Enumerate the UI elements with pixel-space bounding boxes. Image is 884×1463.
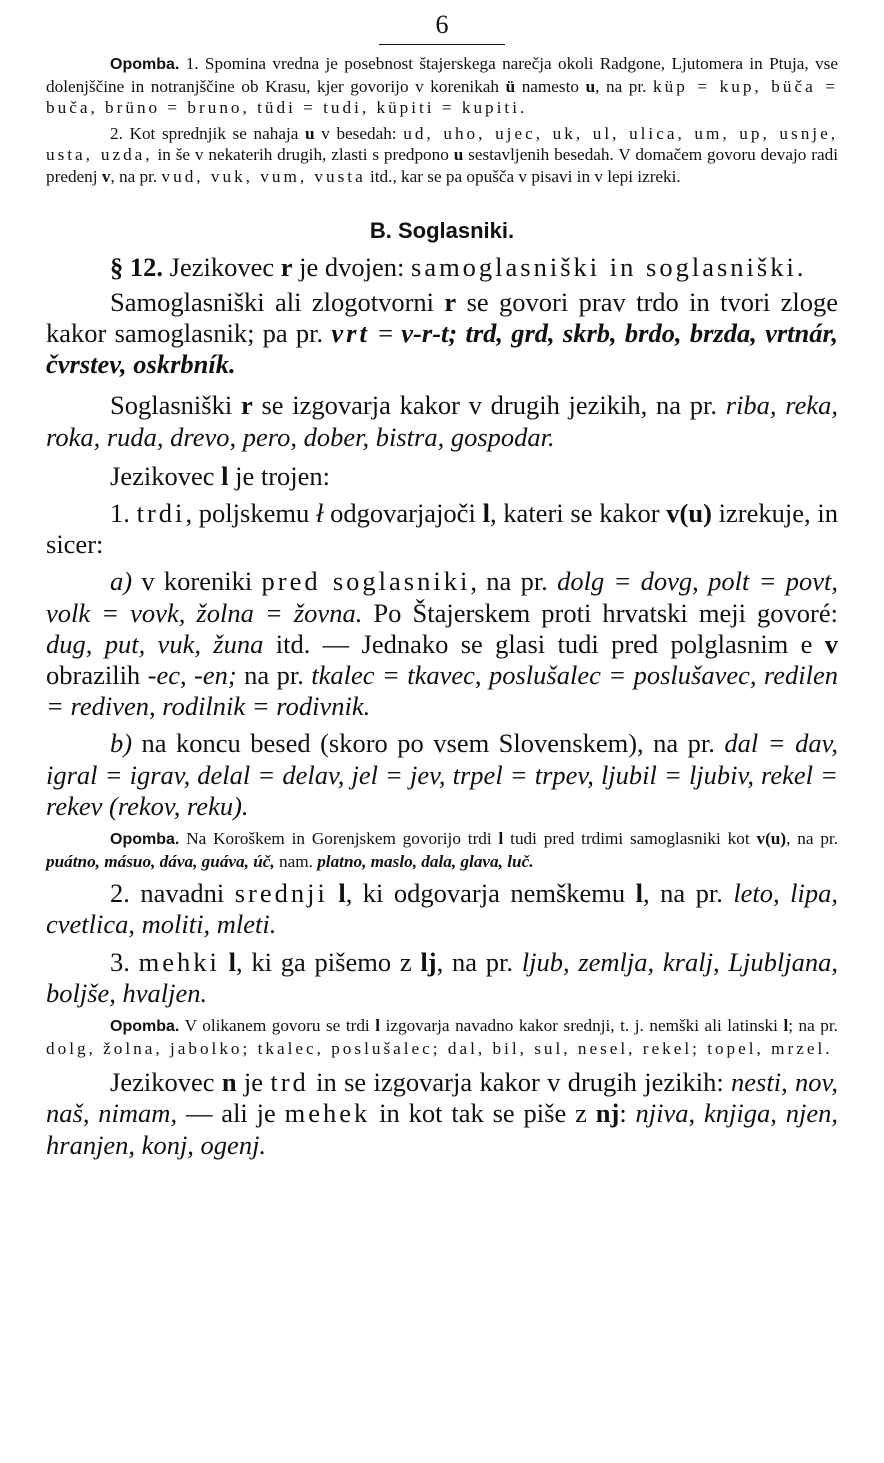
item-b: b) na koncu besed (skoro po vsem Slovenskem), na pr. dal = dav, igral = igrav, delal = delav, jel = jev, trpel = trpev, ljubil = ljubiv, rekel = rekev (rekov, reku). bbox=[46, 728, 838, 821]
item-2: 2. navadni srednji l, ki odgovarja nemškemu l, na pr. leto, lipa, cvetlica, moliti, mleti. bbox=[46, 878, 839, 940]
header-rule bbox=[379, 44, 505, 45]
note-3: Opomba. Na Koroškem in Gorenjskem govorijo trdi l tudi pred trdimi samoglasniki kot v(u), na pr. puátno, másuo, dáva, guáva, úč, nam. platno, maslo, dala, glava, luč. bbox=[46, 829, 838, 871]
paragraph-samoglasniski: Samoglasniški ali zlogotvorni r se govori prav trdo in tvori zloge kakor samoglasnik; pa pr. vrt = v-r-t; trd, grd, skrb, brdo, brzda, vrtnár, čvrstev, oskrbník. bbox=[46, 286, 838, 380]
section-heading: B. Soglasniki. bbox=[369, 217, 515, 243]
paragraph-soglasniski: Soglasniški r se izgovarja kakor v drugih jezikih, na pr. riba, reka, roka, ruda, drevo, pero, dober, bistra, gospodar. bbox=[46, 390, 839, 452]
paragraph-l: Jezikovec l je trojen: bbox=[110, 460, 331, 491]
example-words: küp = kup, büča = buča, brüno = bruno, tüdi = tudi, küpiti = kupiti. bbox=[46, 76, 838, 118]
page bbox=[46, 10, 838, 1161]
section-12: § 12. Jezikovec r je dvojen: samoglasniški in soglasniški. bbox=[110, 251, 807, 282]
page-number: 6 bbox=[435, 10, 449, 39]
item-1: 1. trdi, poljskemu ł odgovarjajoči l, kateri se kakor v(u) izrekuje, in sicer: bbox=[46, 497, 839, 560]
item-3: 3. mehki l, ki ga pišemo z lj, na pr. ljub, zemlja, kralj, Ljubljana, boljše, hvaljen. bbox=[46, 946, 839, 1008]
note-1: Opomba. 1. Spomina vredna je posebnost štajerskega narečja okoli Radgone, Ljutomera in Ptuja, vse dolenjščine in notranjščine ob Krasu, kjer govorijo v korenikah ü namesto u, na pr. küp = kup, büča = buča, brüno = bruno, tüdi = tudi, küpiti = kupiti. bbox=[46, 54, 838, 118]
example-words: vud, vuk, vum, vusta bbox=[161, 166, 366, 186]
note-label: Opomba. bbox=[110, 1018, 180, 1036]
section-number: § 12. bbox=[110, 251, 163, 282]
paragraph-n: Jezikovec n je trd in se izgovarja kakor v drugih jezikih: nesti, nov, naš, nimam, — ali je mehek in kot tak se piše z nj: njiva, knjiga, njen, hranjen, konj, ogenj. bbox=[46, 1067, 838, 1160]
example-words: ud, uho, ujec, uk, ul, ulica, um, up, usnje, usta, uzda, bbox=[46, 123, 839, 165]
note-label: Opomba. bbox=[110, 56, 180, 73]
note-2: 2. Kot sprednjik se nahaja u v besedah: ud, uho, ujec, uk, ul, ulica, um, up, usnje, usta, uzda, in še v nekaterih drugih, zlasti s predpono u sestavljenih besedah. V domačem govoru devajo radi predenj v, na pr. vud, vuk, vum, vusta itd., kar se pa opušča v pisavi in v lepi izreki. bbox=[46, 123, 839, 186]
note-4: Opomba. V olikanem govoru se trdi l izgovarja navadno kakor srednji, t. j. nemški ali latinski l; na pr. dolg, žolna, jabolko; tkalec, poslušalec; dal, bil, sul, nesel, rekel; topel, mrzel. bbox=[46, 1016, 838, 1058]
note-label: Opomba. bbox=[110, 831, 180, 849]
item-a: a) v koreniki pred soglasniki, na pr. dolg = dovg, polt = povt, volk = vovk, žolna = žovna. Po Štajerskem proti hrvatski meji govoré: dug, put, vuk, žuna itd. — Jednako se glasi tudi pred polglasnim e v obrazilih -ec, -en; na pr. tkalec = tkavec, poslušalec = poslušavec, redilen = rediven, rodilnik = rodivnik. bbox=[46, 566, 839, 722]
